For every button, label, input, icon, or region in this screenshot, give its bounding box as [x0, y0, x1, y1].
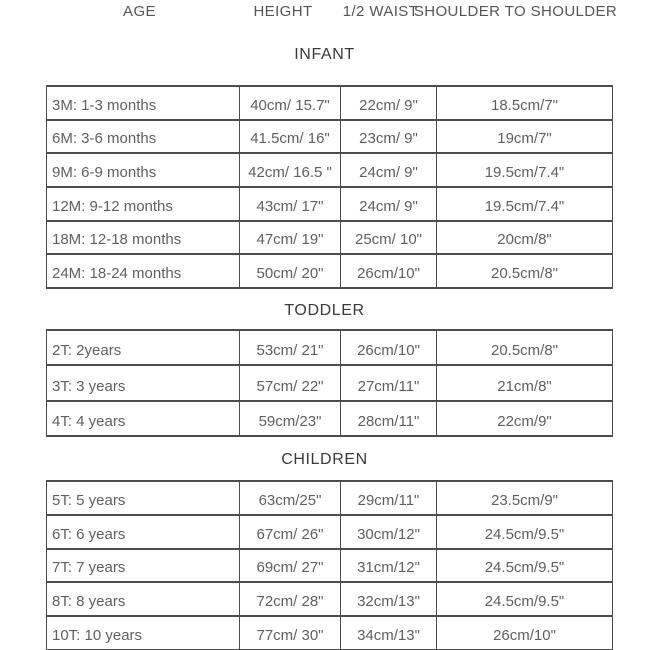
age-cell: 24M: 18-24 months	[47, 254, 240, 288]
section-title-children: CHILDREN	[281, 451, 368, 468]
column-header-shoulder-to-shoulder: SHOULDER TO SHOULDER	[413, 2, 618, 20]
age-cell: 6M: 3-6 months	[47, 120, 240, 154]
table-row	[47, 616, 613, 650]
waist-cell: 26cm/10"	[341, 254, 437, 288]
waist-cell: 24cm/ 9"	[341, 153, 437, 187]
age-cell: 3M: 1-3 months	[47, 86, 240, 120]
height-cell: 50cm/ 20"	[240, 254, 341, 288]
waist-cell: 24cm/ 9"	[341, 187, 437, 221]
waist-cell: 22cm/ 9"	[341, 86, 437, 120]
shoulder-cell: 19.5cm/7.4"	[437, 187, 613, 221]
waist-cell: 25cm/ 10"	[341, 221, 437, 255]
table-row	[47, 86, 613, 120]
size-table-children	[46, 480, 613, 650]
table-row	[47, 401, 613, 436]
shoulder-cell: 26cm/10"	[437, 616, 613, 650]
shoulder-cell: 19.5cm/7.4"	[437, 153, 613, 187]
height-cell: 72cm/ 28"	[240, 582, 341, 616]
column-header-half-waist: 1/2 WAIST	[342, 2, 419, 20]
height-cell: 59cm/23"	[240, 401, 341, 436]
waist-cell: 28cm/11"	[341, 401, 437, 436]
section-title-infant: INFANT	[294, 46, 355, 63]
height-cell: 42cm/ 16.5 "	[240, 153, 341, 187]
height-cell: 63cm/25"	[240, 481, 341, 515]
waist-cell: 32cm/13"	[341, 582, 437, 616]
shoulder-cell: 19cm/7"	[437, 120, 613, 154]
waist-cell: 29cm/11"	[341, 481, 437, 515]
shoulder-cell: 20.5cm/8"	[437, 330, 613, 365]
shoulder-cell: 22cm/9"	[437, 401, 613, 436]
height-cell: 41.5cm/ 16"	[240, 120, 341, 154]
height-cell: 77cm/ 30"	[240, 616, 341, 650]
age-cell: 3T: 3 years	[47, 365, 240, 400]
size-table-infant	[46, 85, 613, 289]
shoulder-cell: 20cm/8"	[437, 221, 613, 255]
age-cell: 6T: 6 years	[47, 515, 240, 549]
table-row	[47, 330, 613, 365]
waist-cell: 26cm/10"	[341, 330, 437, 365]
height-cell: 67cm/ 26"	[240, 515, 341, 549]
table-row	[47, 481, 613, 515]
section-title-toddler: TODDLER	[284, 302, 365, 319]
table-row	[47, 254, 613, 288]
height-cell: 53cm/ 21"	[240, 330, 341, 365]
age-cell: 12M: 9-12 months	[47, 187, 240, 221]
shoulder-cell: 24.5cm/9.5"	[437, 549, 613, 583]
shoulder-cell: 24.5cm/9.5"	[437, 515, 613, 549]
age-cell: 18M: 12-18 months	[47, 221, 240, 255]
age-cell: 4T: 4 years	[47, 401, 240, 436]
age-cell: 2T: 2years	[47, 330, 240, 365]
waist-cell: 31cm/12"	[341, 549, 437, 583]
table-row	[47, 549, 613, 583]
table-row	[47, 221, 613, 255]
column-header-height: HEIGHT	[253, 2, 313, 20]
height-cell: 47cm/ 19"	[240, 221, 341, 255]
table-row	[47, 515, 613, 549]
table-row	[47, 153, 613, 187]
height-cell: 69cm/ 27"	[240, 549, 341, 583]
table-row	[47, 120, 613, 154]
age-cell: 5T: 5 years	[47, 481, 240, 515]
waist-cell: 30cm/12"	[341, 515, 437, 549]
table-row	[47, 582, 613, 616]
age-cell: 8T: 8 years	[47, 582, 240, 616]
waist-cell: 34cm/13"	[341, 616, 437, 650]
size-table-toddler	[46, 329, 613, 437]
height-cell: 43cm/ 17"	[240, 187, 341, 221]
shoulder-cell: 18.5cm/7"	[437, 86, 613, 120]
shoulder-cell: 20.5cm/8"	[437, 254, 613, 288]
height-cell: 40cm/ 15.7"	[240, 86, 341, 120]
waist-cell: 27cm/11"	[341, 365, 437, 400]
table-row	[47, 187, 613, 221]
age-cell: 10T: 10 years	[47, 616, 240, 650]
shoulder-cell: 24.5cm/9.5"	[437, 582, 613, 616]
table-row	[47, 365, 613, 400]
column-header-row	[46, 1, 618, 21]
height-cell: 57cm/ 22"	[240, 365, 341, 400]
age-cell: 7T: 7 years	[47, 549, 240, 583]
shoulder-cell: 21cm/8"	[437, 365, 613, 400]
shoulder-cell: 23.5cm/9"	[437, 481, 613, 515]
age-cell: 9M: 6-9 months	[47, 153, 240, 187]
waist-cell: 23cm/ 9"	[341, 120, 437, 154]
column-header-age: AGE	[123, 2, 156, 20]
